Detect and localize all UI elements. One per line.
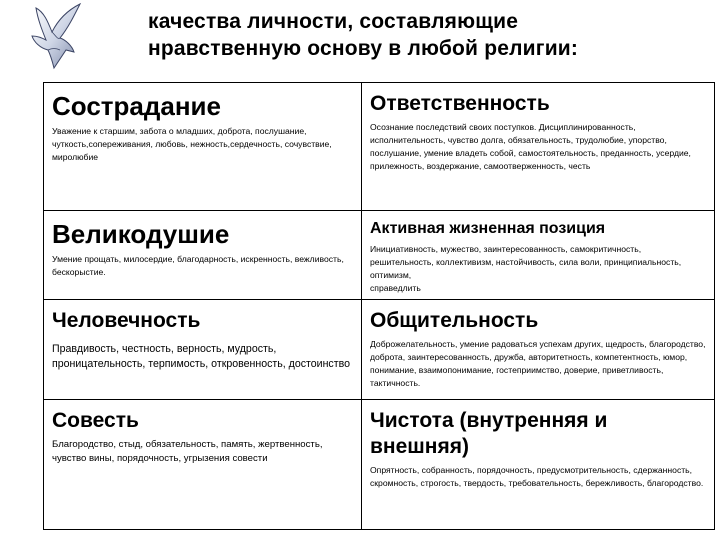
table-row bbox=[44, 400, 715, 530]
cell-conscience bbox=[44, 400, 362, 530]
cell-title: Великодушие bbox=[52, 219, 230, 249]
cell-title: Активная жизненная позиция bbox=[370, 220, 606, 237]
qualities-table bbox=[43, 82, 715, 530]
cell-title: Чистота (внутренняя и внешняя) bbox=[370, 409, 608, 458]
cell-title: Сострадание bbox=[52, 91, 221, 121]
cell-humanity bbox=[44, 300, 362, 400]
cell-title: Общительность bbox=[370, 309, 539, 332]
table-row bbox=[44, 83, 715, 211]
cell-description: Благородство, стыд, обязательность, память, жертвенность, чувство вины, порядочность, угрызения совести bbox=[52, 439, 323, 464]
cell-description: Доброжелательность, умение радоваться успехам других, щедрость, благородство, доброта, заинтересованность, дружба, авторитетность, компетентность, юмор, понимание, взаимопонимание, гостеприимство, доверие, приветливость, тактичность. bbox=[370, 339, 706, 388]
cell-description-extra: справедлить bbox=[370, 283, 421, 293]
cell-active-position bbox=[362, 211, 715, 300]
title-line-2: нравственную основу в любой религии: bbox=[148, 37, 579, 60]
cell-description: Опрятность, собранность, порядочность, предусмотрительность, сдержанность, скромность, строгость, твердость, требовательность, бережливость, благородство. bbox=[370, 465, 704, 488]
cell-description: Уважение к старшим, забота о младших, доброта, послушание, чуткость,сопереживания, любовь, нежность,сердечность, сочувствие, миролюбие bbox=[52, 126, 332, 162]
cell-sociability bbox=[362, 300, 715, 400]
table-row bbox=[44, 300, 715, 400]
cell-generosity bbox=[44, 211, 362, 300]
cell-description: Инициативность, мужество, заинтересованность, самокритичность, решительность, коллективизм, настойчивость, сила воли, принципиальность, оптимизм, bbox=[370, 244, 682, 280]
page-title bbox=[148, 8, 708, 62]
cell-title: Человечность bbox=[52, 309, 201, 332]
cell-title: Ответственность bbox=[370, 92, 550, 115]
cell-title: Совесть bbox=[52, 409, 139, 432]
cell-description: Осознание последствий своих поступков. Дисциплинированность, исполнительность, чувство долга, обязательность, трудолюбие, упорство, послушание, умение владеть собой, самостоятельность, преданность, усердие, прилежность, воздержание, самоотверженность, честь bbox=[370, 122, 691, 171]
title-line-1: качества личности, составляющие bbox=[148, 10, 519, 33]
cell-responsibility bbox=[362, 83, 715, 211]
cell-description: Правдивость, честность, верность, мудрость, проницательность, терпимость, откровенность, достоинство bbox=[52, 343, 350, 370]
table-row bbox=[44, 211, 715, 300]
cell-compassion bbox=[44, 83, 362, 211]
dove-icon bbox=[26, 2, 86, 70]
cell-purity bbox=[362, 400, 715, 530]
cell-description: Умение прощать, милосердие, благодарность, искренность, вежливость, бескорыстие. bbox=[52, 254, 344, 277]
